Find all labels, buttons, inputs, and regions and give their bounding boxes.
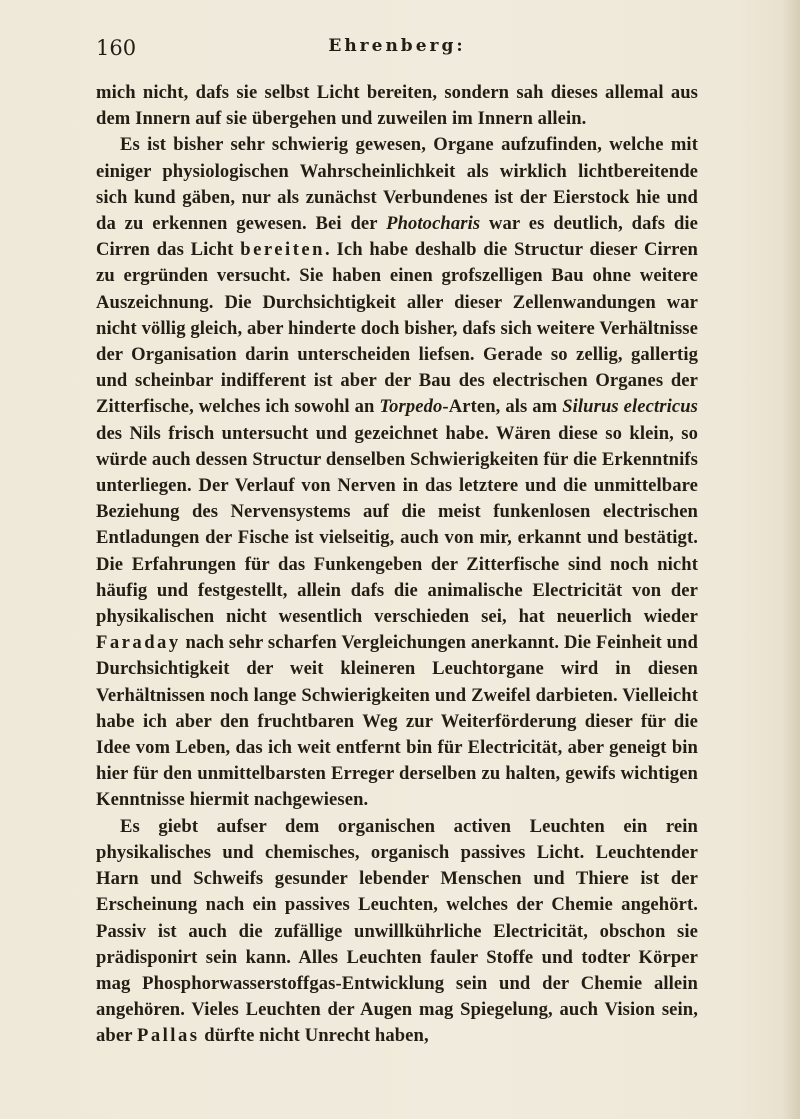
- spaced-emphasis: Pallas: [136, 1025, 200, 1047]
- spaced-emphasis: Faraday: [96, 632, 181, 654]
- text-run: Es giebt aufser dem organischen activen Leuchten ein rein physikalisches und chemisches, organisch passives Licht. Leuchtender Harn und Schweifs gesunder lebender Menschen und Thiere ist der Erscheinung nach ein passives Leuchten, welches der Chemie angehört. Passiv ist auch die zufällige unwillkührliche Electricität, obschon sie prädisponirt sein kann. Alles Leuchten fauler Stoffe und todter Körper mag Phosphorwasserstoffgas-Entwicklung sein und der Chemie allein angehören. Vieles Leuchten der Augen mag Spiegelung, auch Vision sein, aber: [96, 815, 698, 1047]
- running-head: Ehrenberg:: [328, 36, 466, 56]
- paragraph: [96, 132, 698, 813]
- page-header: [96, 36, 698, 66]
- page-number: 160: [96, 36, 137, 60]
- italic-term: Photocharis: [386, 213, 481, 235]
- page-edge-shadow: [782, 0, 800, 1119]
- italic-term: Silurus electricus: [562, 396, 698, 418]
- italic-term: Torpedo: [379, 396, 443, 418]
- text-run: . Ich habe deshalb die Structur dieser Cirren zu ergründen versucht. Sie haben einen grofszelligen Bau ohne weitere Auszeichnung. Die Durchsichtigkeit aller dieser Zellenwandungen war nicht völlig gleich, aber hinderte doch bisher, dafs sich weitere Verhältnisse der Organisation darin unterscheiden liefsen. Gerade so zellig, gallertig und scheinbar indifferent ist aber der Bau des electrischen Organes der Zitterfische, welches ich sowohl an: [96, 239, 698, 418]
- text-run: mich nicht, dafs sie selbst Licht bereiten, sondern sah dieses allemal aus dem Innern auf sie übergehen und zuweilen im Innern allein.: [96, 82, 698, 130]
- text-run: war es deutlich, dafs die Cirren das Licht: [96, 213, 698, 261]
- text-run: des Nils frisch untersucht und gezeichnet habe. Wären diese so klein, so würde auch dessen Structur denselben Schwierigkeiten für die Erkenntnifs unterliegen. Der Verlauf von Nerven in das letztere und die unmittelbare Beziehung des Nervensystems auf die meist funkenlosen electrischen Entladungen der Fische ist vielseitig, auch von mir, erkannt und bestätigt. Die Erfahrungen für das Funkengeben der Zitterfische sind noch nicht häufig und festgestellt, allein dafs die animalische Electricität von der physikalischen nicht wesentlich verschieden sei, hat neuerlich wieder: [96, 422, 698, 628]
- paragraph: [96, 814, 698, 1050]
- text-run: nach sehr scharfen Vergleichungen anerkannt. Die Feinheit und Durchsichtigkeit der weit kleineren Leuchtorgane wird in diesen Verhältnissen noch lange Schwierigkeiten und Zweifel darbieten. Vielleicht habe ich aber den fruchtbaren Weg zur Weiterförderung dieser für die Idee vom Leben, das ich weit entfernt bin für Electricität, aber geneigt bin hier für den unmittelbarsten Erreger derselben zu halten, gewifs wichtigen Kenntnisse hiermit nachgewiesen.: [96, 632, 698, 811]
- body-text: [96, 80, 698, 1050]
- text-run: dürfte nicht Unrecht haben,: [199, 1025, 429, 1047]
- text-run: Es ist bisher sehr schwierig gewesen, Organe aufzufinden, welche mit einiger physiologischen Wahrscheinlichkeit als wirklich lichtbereitende sich kund gäben, nur als zunächst Verbundenes ist der Eierstock hie und da zu erkennen gewesen. Bei der: [96, 134, 698, 235]
- text-run: -Arten, als am: [442, 396, 563, 418]
- spaced-emphasis: bereiten: [240, 239, 326, 261]
- paragraph: [96, 80, 698, 132]
